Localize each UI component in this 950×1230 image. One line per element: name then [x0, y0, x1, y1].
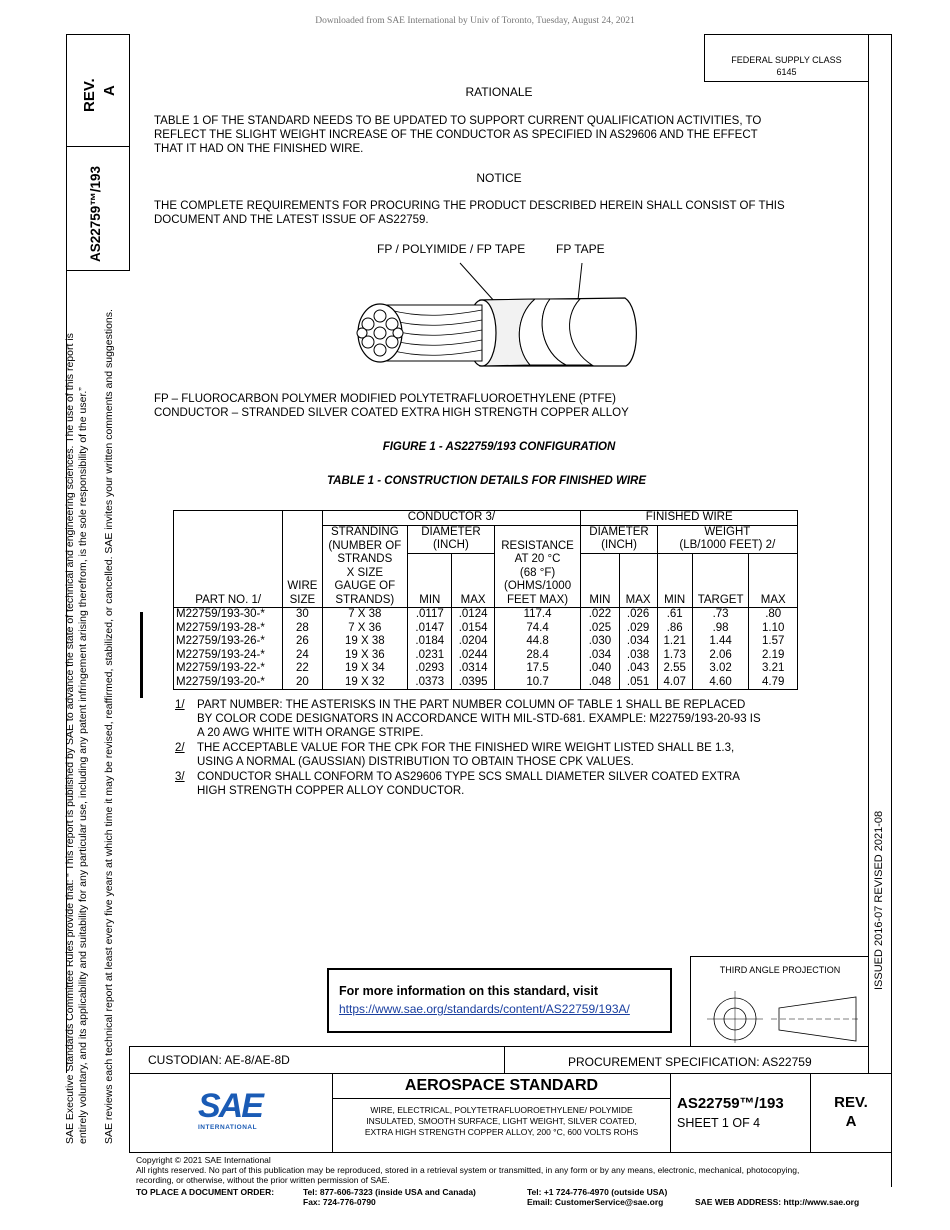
h-fw-diameter-unit: (INCH): [581, 539, 657, 553]
frame-right-outer-line: [891, 34, 892, 1187]
figure-legend: [154, 392, 864, 420]
notice-text: THE COMPLETE REQUIREMENTS FOR PROCURING THE PRODUCT DESCRIBED HEREIN SHALL CONSIST OF THIS DOCUMENT AND THE LATEST ISSUE OF AS22759.: [154, 200, 785, 226]
h-resistance-4: (OHMS/1000: [494, 580, 581, 594]
table-cell: .030: [581, 635, 619, 649]
note-3: 3/ CONDUCTOR SHALL CONFORM TO AS29606 TYPE SCS SMALL DIAMETER SILVER COATED EXTRA HIGH STRENGTH COPPER ALLOY CONDUCTOR.: [175, 771, 740, 797]
table-cell: .025: [581, 622, 619, 636]
table-cell: 44.8: [494, 635, 581, 649]
group-conductor: CONDUCTOR 3/: [322, 511, 581, 526]
h-fw-max: MAX: [619, 594, 657, 608]
h-stranding-3: STRANDS: [322, 553, 408, 567]
sae-rules-line-1: SAE Executive Standards Committee Rules provide that: “ This report is published by SAE to advance the state of technical and engineering sciences. The use of this report is: [64, 333, 76, 1144]
sae-rules-line-2: entirely voluntary, and its applicability and suitability for any particular use, including any patent infringement arising therefrom, is the sole responsibility of the user.”: [77, 387, 89, 1144]
table-cell: .0147: [408, 622, 452, 636]
table-cell: .043: [619, 662, 657, 676]
table-cell: 30: [283, 608, 322, 622]
table-cell: 19 X 32: [322, 676, 408, 690]
table-cell: 4.07: [657, 676, 692, 690]
table-cell: .026: [619, 608, 657, 622]
rev-value-vertical: A: [101, 85, 118, 96]
table-row: [174, 662, 798, 676]
table-cell: 28.4: [494, 649, 581, 663]
table-cell: M22759/193-28-*: [174, 622, 283, 636]
table-cell: .0314: [452, 662, 494, 676]
table-cell: 19 X 36: [322, 649, 408, 663]
table-cell: .0184: [408, 635, 452, 649]
h-cond-max: MAX: [452, 594, 494, 608]
table-cell: .0154: [452, 622, 494, 636]
order-label: TO PLACE A DOCUMENT ORDER:: [136, 1187, 275, 1197]
email: Email: CustomerService@sae.org: [527, 1197, 664, 1207]
table-cell: .0395: [452, 676, 494, 690]
table-cell: M22759/193-20-*: [174, 676, 283, 690]
table-cell: 74.4: [494, 622, 581, 636]
left-strip-divider-2: [66, 270, 130, 271]
table-cell: .034: [581, 649, 619, 663]
table-cell: .048: [581, 676, 619, 690]
table-row: [174, 676, 798, 690]
rights-text: All rights reserved. No part of this publication may be reproduced, stored in a retrieval system or transmitted, in any form or by any means, electronic, mechanical, photocopying, recording, or otherwise, without the prior written permission of SAE.: [136, 1165, 800, 1185]
federal-supply-class: 6145: [776, 67, 797, 77]
change-bar: [140, 612, 143, 698]
table-row: [174, 649, 798, 663]
procurement-spec: PROCUREMENT SPECIFICATION: AS22759: [568, 1055, 812, 1069]
h-diameter: DIAMETER: [408, 525, 495, 539]
group-finished-wire: FINISHED WIRE: [581, 511, 798, 526]
h-fw-min: MIN: [581, 594, 619, 608]
table-cell: .0204: [452, 635, 494, 649]
issued-revised-date: ISSUED 2016-07 REVISED 2021-08: [873, 810, 885, 990]
table-cell: .0244: [452, 649, 494, 663]
frame-right-line: [868, 34, 869, 1073]
rationale-heading: RATIONALE: [465, 85, 533, 99]
table-cell: .80: [765, 608, 782, 620]
table-cell: .86: [657, 622, 692, 636]
table-row: [174, 608, 798, 622]
table-cell: 2.55: [657, 662, 692, 676]
third-angle-label: THIRD ANGLE PROJECTION: [719, 965, 841, 975]
federal-supply-label: FEDERAL SUPPLY CLASS: [731, 55, 842, 65]
table-cell: 1.21: [657, 635, 692, 649]
table-cell: 1.57: [762, 635, 785, 647]
more-info-box: [327, 968, 672, 1033]
h-weight-min: MIN: [657, 594, 692, 608]
title-block-mid: [129, 1073, 891, 1074]
note-1: 1/ PART NUMBER: THE ASTERISKS IN THE PART NUMBER COLUMN OF TABLE 1 SHALL BE REPLACED BY COLOR CODE DESIGNATORS IN ACCORDANCE WITH MIL-STD-681. EXAMPLE: M22759/193-20-93 IS A 20 AWG WHITE WITH ORANGE STRIPE.: [175, 699, 761, 739]
table-cell: 1.44: [692, 635, 749, 649]
table-cell: .038: [619, 649, 657, 663]
table-cell: 7 X 36: [322, 622, 408, 636]
wire-description: WIRE, ELECTRICAL, POLYTETRAFLUOROETHYLENE/ POLYMIDE INSULATED, SMOOTH SURFACE, LIGHT WEIGHT, SILVER COATED, EXTRA HIGH STRENGTH COPPER ALLOY, 200 °C, 600 VOLTS ROHS: [364, 1105, 639, 1137]
title-block-left: [129, 1046, 130, 1153]
h-weight-unit: (LB/1000 FEET) 2/: [657, 539, 797, 553]
h-diameter-unit: (INCH): [408, 539, 495, 553]
table-cell: 26: [283, 635, 322, 649]
custodian: CUSTODIAN: AE-8/AE-8D: [148, 1053, 290, 1067]
table-row: [174, 635, 798, 649]
table-cell: 20: [283, 676, 322, 690]
h-weight: WEIGHT: [704, 525, 751, 538]
note-2: 2/ THE ACCEPTABLE VALUE FOR THE CPK FOR THE FINISHED WIRE WEIGHT LISTED SHALL BE 1.3, USING A NORMAL (GAUSSIAN) DISTRIBUTION TO OBTAIN THOSE CPK VALUES.: [175, 742, 735, 768]
table-title: TABLE 1 - CONSTRUCTION DETAILS FOR FINISHED WIRE: [326, 475, 646, 487]
aerospace-title-underline: [333, 1098, 670, 1099]
figure-caption: FIGURE 1 - AS22759/193 CONFIGURATION: [382, 441, 616, 453]
table-cell: .040: [581, 662, 619, 676]
table-cell: 4.60: [692, 676, 749, 690]
table-cell: 2.06: [692, 649, 749, 663]
figure-label-fp-polyimide: FP / POLYIMIDE / FP TAPE: [377, 242, 526, 256]
table-cell: 3.02: [692, 662, 749, 676]
table-cell: .0117: [408, 608, 452, 622]
table-cell: .0231: [408, 649, 452, 663]
copyright: Copyright © 2021 SAE International: [136, 1155, 271, 1165]
table-cell: .051: [619, 676, 657, 690]
table-cell: M22759/193-26-*: [174, 635, 283, 649]
tel-us: Tel: 877-606-7323 (inside USA and Canada): [303, 1187, 476, 1197]
more-info-heading: For more information on this standard, visit: [339, 984, 599, 998]
rev-label-vertical: REV.: [81, 78, 98, 112]
h-wire-2: SIZE: [283, 594, 322, 608]
left-strip-divider-1: [66, 146, 130, 147]
tel-intl: Tel: +1 724-776-4970 (outside USA): [527, 1187, 668, 1197]
construction-table: [173, 510, 798, 690]
more-info-link[interactable]: https://www.sae.org/standards/content/AS22759/193A/: [339, 1002, 630, 1016]
aerospace-standard-title: AEROSPACE STANDARD: [404, 1077, 599, 1094]
h-fw-diameter: DIAMETER: [581, 525, 657, 539]
h-stranding-2: (NUMBER OF: [322, 539, 408, 553]
title-rev-value: A: [845, 1113, 857, 1130]
table-cell: 7 X 38: [322, 608, 408, 622]
table-cell: M22759/193-24-*: [174, 649, 283, 663]
h-stranding-1: STRANDING: [322, 525, 408, 539]
table-row: [174, 622, 798, 636]
rationale-text: TABLE 1 OF THE STANDARD NEEDS TO BE UPDATED TO SUPPORT CURRENT QUALIFICATION ACTIVITIES, TO REFLECT THE SLIGHT WEIGHT INCREASE OF THE CONDUCTOR AS SPECIFIED IN AS29606 AND THE EFFECT THAT IT HAD ON THE FINISHED WIRE.: [154, 115, 762, 155]
h-cond-min: MIN: [408, 594, 452, 608]
table-cell: .61: [657, 608, 692, 622]
table-cell: 19 X 34: [322, 662, 408, 676]
web-address: SAE WEB ADDRESS: http://www.sae.org: [695, 1197, 860, 1207]
table-cell: .029: [619, 622, 657, 636]
desc-divider: [670, 1073, 671, 1153]
federal-supply-box: [704, 34, 869, 82]
table-cell: 10.7: [494, 676, 581, 690]
title-block-top: [129, 1046, 869, 1047]
h-resistance-3: (68 °F): [494, 567, 581, 581]
table-cell: 24: [283, 649, 322, 663]
h-weight-max: MAX: [760, 593, 786, 606]
table-cell: .0373: [408, 676, 452, 690]
notice-heading: NOTICE: [476, 171, 522, 185]
legend-conductor: CONDUCTOR – STRANDED SILVER COATED EXTRA HIGH STRENGTH COPPER ALLOY: [154, 407, 629, 419]
table-cell: .73: [692, 608, 749, 622]
table-cell: 117.4: [494, 608, 581, 622]
h-resistance-2: AT 20 °C: [494, 553, 581, 567]
figure-label-fp-tape: FP TAPE: [556, 242, 605, 256]
download-note: Downloaded from SAE International by Univ of Toronto, Tuesday, August 24, 2021: [315, 16, 635, 26]
table-cell: .034: [619, 635, 657, 649]
h-wire-1: WIRE: [283, 580, 322, 594]
table-cell: 3.21: [762, 662, 785, 674]
table-cell: .98: [692, 622, 749, 636]
wire-illustration: [330, 258, 650, 378]
table-cell: .0124: [452, 608, 494, 622]
projection-symbol-icon: [701, 983, 866, 1043]
table-cell: .022: [581, 608, 619, 622]
h-resistance-5: FEET MAX): [494, 594, 581, 608]
frame-top-line: [66, 34, 130, 35]
table-cell: 4.79: [762, 675, 785, 688]
legend-fp: FP – FLUOROCARBON POLYMER MODIFIED POLYTETRAFLUOROETHYLENE (PTFE): [154, 393, 616, 405]
table-cell: 22: [283, 662, 322, 676]
h-stranding-6: STRANDS): [322, 594, 408, 608]
title-doc-number: AS22759™/193: [677, 1095, 784, 1112]
table-cell: 17.5: [494, 662, 581, 676]
table-cell: 2.19: [762, 648, 785, 661]
fax: Fax: 724-776-0790: [303, 1197, 376, 1207]
third-angle-box: [690, 956, 869, 1046]
sae-logo: [198, 1088, 268, 1138]
h-stranding-4: X SIZE: [322, 567, 408, 581]
sae-logo-text: SAE: [198, 1087, 262, 1125]
custodian-divider: [504, 1046, 505, 1074]
doc-number-vertical: AS22759™/193: [88, 165, 103, 262]
h-weight-target: TARGET: [692, 594, 749, 608]
h-resistance-1: RESISTANCE: [494, 539, 581, 553]
table-cell: M22759/193-22-*: [174, 662, 283, 676]
sae-logo-sub: INTERNATIONAL: [198, 1124, 258, 1131]
h-stranding-5: GAUGE OF: [322, 580, 408, 594]
table-cell: 28: [283, 622, 322, 636]
table-cell: 1.10: [762, 621, 785, 634]
sheet-number: SHEET 1 OF 4: [677, 1116, 761, 1130]
title-rev-label: REV.: [834, 1094, 868, 1111]
h-part-no: PART NO. 1/: [174, 594, 283, 608]
table-cell: .0293: [408, 662, 452, 676]
frame-top-right-line: [868, 34, 892, 35]
sae-rules-line-3: SAE reviews each technical report at least every five years at which time it may be revised, reaffirmed, stabilized, or cancelled. SAE invites your written comments and suggestions.: [103, 309, 115, 1144]
frame-inner-left-line: [129, 34, 130, 270]
title-block-bottom: [129, 1152, 891, 1153]
table-cell: 19 X 38: [322, 635, 408, 649]
table-cell: M22759/193-30-*: [174, 608, 283, 622]
table-cell: 1.73: [657, 649, 692, 663]
